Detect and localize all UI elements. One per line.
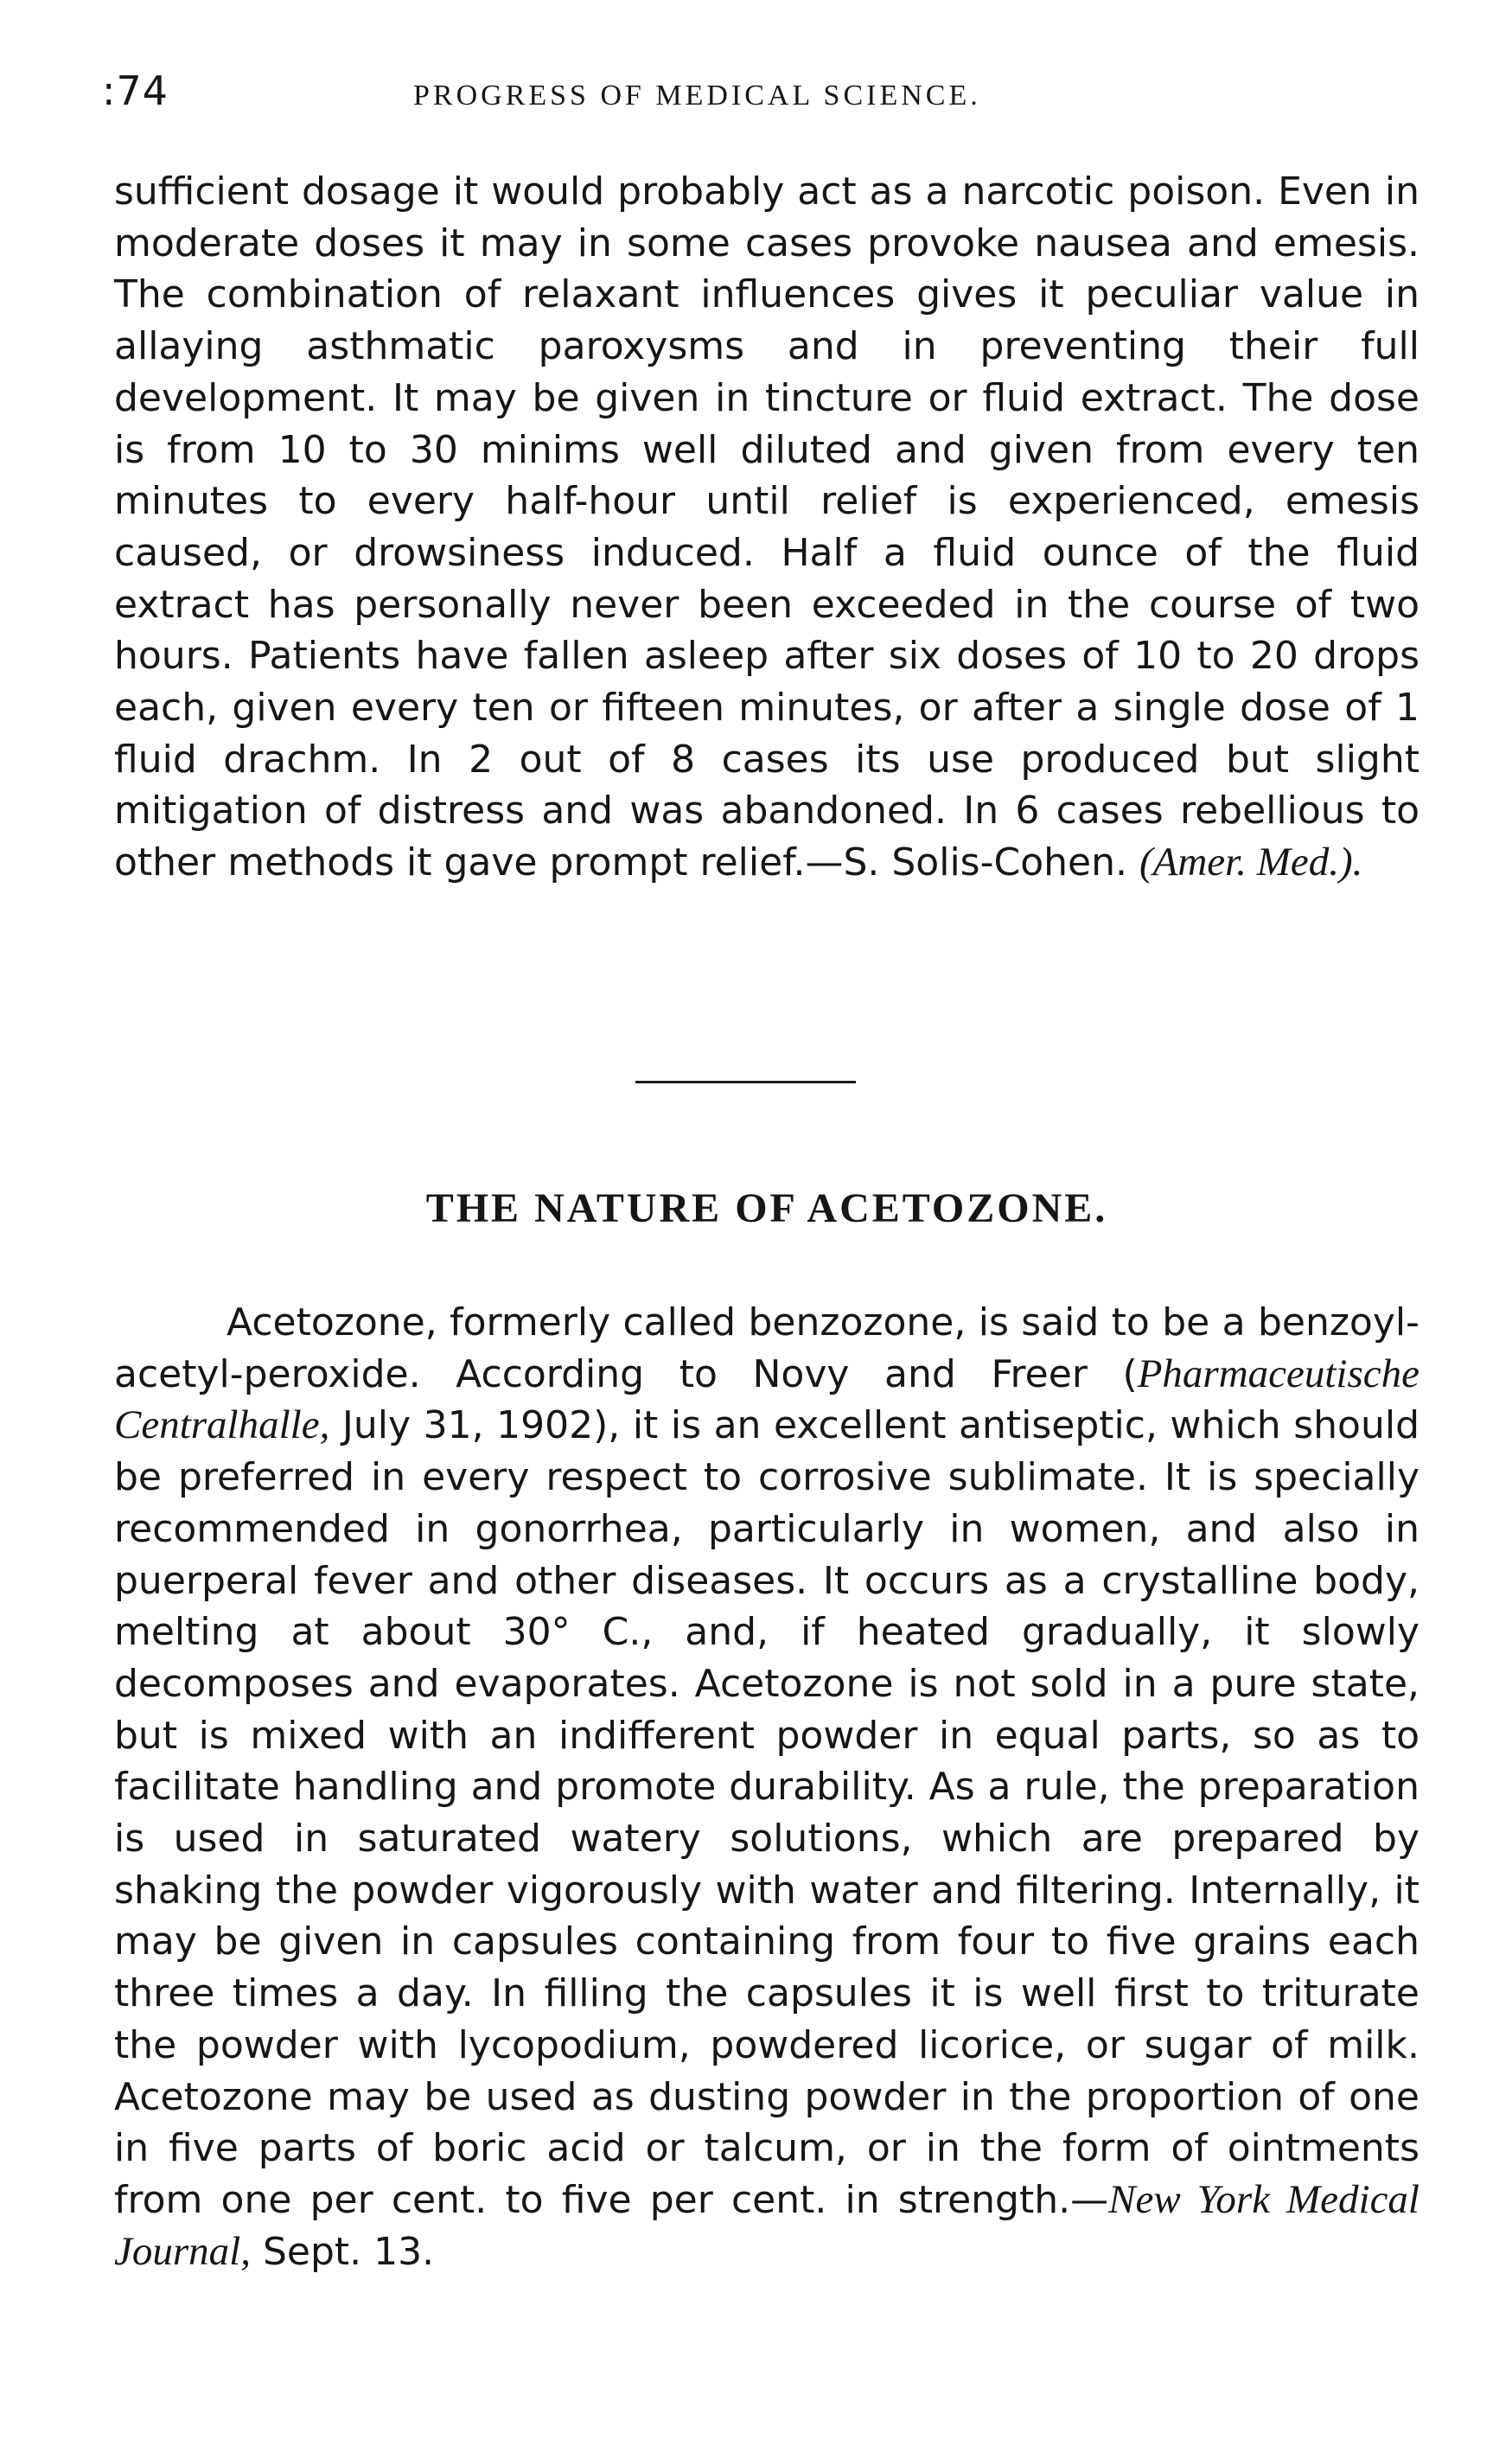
citation: (Amer. Med.). <box>1139 840 1363 885</box>
article-text-part-3: Sept. 13. <box>250 2229 435 2274</box>
page-number: :74 <box>102 67 169 114</box>
continued-paragraph <box>114 166 1419 889</box>
section-title: THE NATURE OF ACETOZONE. <box>425 1185 1108 1231</box>
page-header <box>102 67 1416 128</box>
journal-name: Pharmaceutische Centralhalle, <box>114 1351 1419 1448</box>
section-divider <box>635 1081 856 1083</box>
paragraph-text <box>114 166 1419 889</box>
article-text-part-1: Acetozone, formerly called benzozone, is said to be a benzoyl-acetyl-peroxide. According to Novy and Freer ( <box>114 1300 1419 1396</box>
article-body <box>114 1297 1419 2277</box>
article-text-part-2: July 31, 1902), it is an excellent antiseptic, which should be preferred in every respect to corrosive sublimate. It is specially recommended in gonorrhea, particularly in women, and also in puerperal fever and other diseases. It occurs as a crystalline body, melting at about 30° C., and, if heated gradually, it slowly decomposes and evaporates. Acetozone is not sold in a pure state, but is mixed with an indifferent powder in equal parts, so as to facilitate handling and promote durability. As a rule, the preparation is used in saturated watery solutions, which are prepared by shaking the powder vigorously with water and filtering. Internally, it may be given in capsules containing from four to five grains each three times a day. In filling the capsules it is well first to triturate the powder with lycopodium, powdered licorice, or sugar of milk. Acetozone may be used as dusting powder in the proportion of one in five parts of boric acid or talcum, or in the form of ointments from one per cent. to five per cent. in strength.— <box>114 1403 1419 2222</box>
running-head: PROGRESS OF MEDICAL SCIENCE. <box>413 80 981 112</box>
source-journal: New York Medical Journal, <box>114 2176 1419 2274</box>
article-paragraph <box>114 1297 1419 2277</box>
paragraph-body: sufficient dosage it would probably act as a narcotic poison. Even in moderate doses it may in some cases provoke nausea and emesis. The combination of relaxant influences gives it peculiar value in allaying asthmatic paroxysms and in preventing their full development. It may be given in tincture or fluid extract. The dose is from 10 to 30 minims well diluted and given from every ten minutes to every half-hour until relief is experienced, emesis caused, or drowsiness induced. Half a fluid ounce of the fluid extract has personally never been exceeded in the course of two hours. Patients have fallen asleep after six doses of 10 to 20 drops each, given every ten or fifteen minutes, or after a single dose of 1 fluid drachm. In 2 out of 8 cases its use produced but slight mitigation of distress and was abandoned. In 6 cases rebellious to other methods it gave prompt relief.—S. Solis-Cohen. <box>114 169 1419 885</box>
